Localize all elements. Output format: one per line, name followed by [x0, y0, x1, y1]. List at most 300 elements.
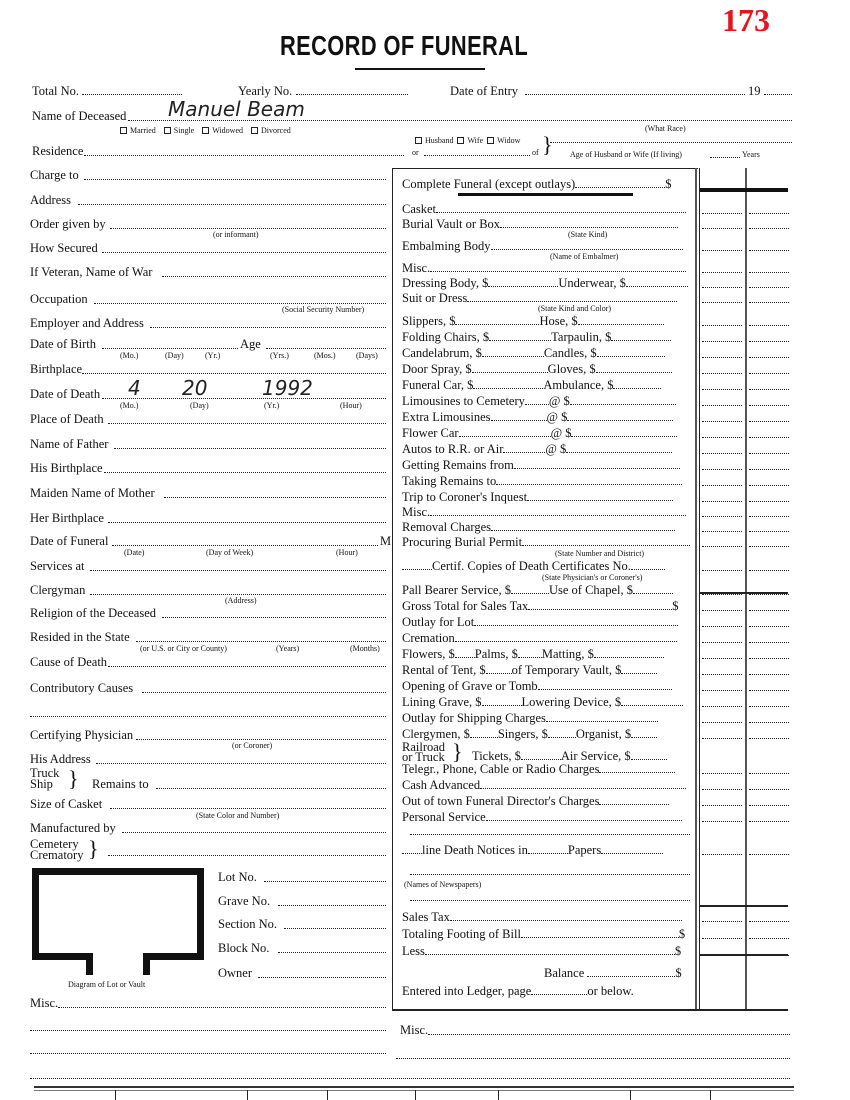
charge-label: Trip to Coroner's Inquest [402, 490, 528, 504]
charge-field[interactable] [546, 721, 658, 722]
amount-cents-field[interactable] [749, 469, 789, 470]
charge-label: Opening of Grave or Tomb [402, 679, 538, 693]
contributory-field[interactable] [142, 692, 386, 693]
balance-row [544, 966, 682, 980]
amount-cents-field[interactable] [749, 626, 789, 627]
charge-field[interactable] [488, 286, 558, 287]
amount-dollars-field[interactable] [702, 938, 742, 939]
amount-cents-field[interactable] [749, 594, 789, 595]
amount-cents-field[interactable] [749, 437, 789, 438]
brace-icon: } [88, 836, 99, 861]
charge-row-coroner-trip [402, 490, 673, 504]
checkbox-husband[interactable]: Husband [415, 136, 453, 145]
date-of-entry-field[interactable] [525, 94, 745, 95]
charge-label: Entered into Ledger, page [402, 984, 532, 998]
charge-field[interactable] [402, 569, 432, 570]
charge-label: Flowers, $ [402, 647, 455, 661]
charge-field[interactable] [596, 372, 672, 373]
charge-label: Tickets, $ [472, 749, 521, 763]
what-race-field[interactable] [550, 142, 792, 143]
amount-rule [700, 905, 788, 907]
father-field[interactable] [114, 448, 386, 449]
amount-cents-field[interactable] [749, 805, 789, 806]
birthplace-label: Birthplace [30, 362, 83, 376]
father-label: Name of Father [30, 437, 109, 451]
amount-dollars-field[interactable] [702, 610, 742, 611]
amount-dollars-field[interactable] [702, 373, 742, 374]
amount-dollars-field[interactable] [702, 437, 742, 438]
charge-label: Rental of Tent, $ [402, 663, 486, 677]
charge-field[interactable] [548, 737, 576, 738]
amount-cents-field[interactable] [749, 773, 789, 774]
charge-field[interactable] [522, 545, 690, 546]
amount-cents-field[interactable] [749, 373, 789, 374]
charge-to-field[interactable] [84, 179, 386, 180]
amount-cents-field[interactable] [749, 250, 789, 251]
bottom-rule [34, 1086, 794, 1088]
amount-cents-field[interactable] [749, 658, 789, 659]
amount-dollars-field[interactable] [702, 469, 742, 470]
charge-field[interactable] [521, 937, 679, 938]
lot-no-label: Lot No. [218, 870, 257, 884]
how-secured-field[interactable] [102, 252, 386, 253]
amount-cents-field[interactable] [749, 789, 789, 790]
her-birthplace-field[interactable] [108, 522, 386, 523]
charge-label: $ [665, 177, 672, 191]
charge-field[interactable] [472, 372, 548, 373]
or-text: or [412, 148, 419, 157]
amount-cents-field[interactable] [749, 325, 789, 326]
amount-dollars-field[interactable] [702, 854, 742, 855]
charge-to-label: Charge to [30, 168, 79, 182]
amount-dollars-field[interactable] [702, 250, 742, 251]
amount-cents-field[interactable] [749, 854, 789, 855]
charge-label: @ $ [548, 394, 570, 408]
bottom-misc-field-3[interactable] [30, 1078, 790, 1079]
spouse-of-field[interactable] [424, 155, 530, 156]
bottom-table-divider [710, 1090, 711, 1100]
birthplace-field[interactable] [82, 373, 386, 374]
charge-field[interactable] [491, 420, 547, 421]
amount-dollars-field[interactable] [702, 302, 742, 303]
amount-dollars-field[interactable] [702, 626, 742, 627]
newspaper-field[interactable] [410, 834, 690, 835]
charge-label: line Death Notices in [422, 843, 528, 857]
charge-label: Suit or Dress [402, 291, 468, 305]
charge-field[interactable] [503, 452, 545, 453]
date-of-death-field[interactable] [102, 398, 386, 399]
charge-field[interactable] [538, 689, 672, 690]
amount-dollars-field[interactable] [702, 821, 742, 822]
residence-field[interactable] [84, 155, 404, 156]
checkbox-single[interactable]: Single [164, 126, 194, 135]
bottom-table-divider [498, 1090, 499, 1100]
owner-field[interactable] [258, 977, 386, 978]
amount-dollars-field[interactable] [702, 773, 742, 774]
amount-cents-field[interactable] [749, 546, 789, 547]
charge-field[interactable] [518, 657, 542, 658]
charge-row-out-of-town-charges [402, 794, 669, 808]
charge-field[interactable] [482, 356, 544, 357]
charge-row-getting-remains [402, 458, 680, 472]
charge-label: Pall Bearer Service, $ [402, 583, 511, 597]
bottom-misc-field-2[interactable] [396, 1058, 790, 1059]
amount-dollars-field[interactable] [702, 658, 742, 659]
charge-field[interactable] [489, 340, 551, 341]
size-casket-field[interactable] [110, 808, 386, 809]
charge-row-opening-grave [402, 679, 672, 693]
amount-dollars-field[interactable] [702, 228, 742, 229]
amount-cents-field[interactable] [749, 706, 789, 707]
balance-field[interactable] [587, 976, 675, 977]
bottom-misc-field[interactable] [428, 1034, 790, 1035]
amount-cents-field[interactable] [749, 821, 789, 822]
brace-icon: } [452, 739, 463, 764]
misc-field-2[interactable] [30, 1030, 386, 1031]
dod-hour-caption: (Hour) [340, 401, 362, 410]
amount-cents-field[interactable] [749, 228, 789, 229]
amount-cents-field[interactable] [749, 405, 789, 406]
charge-label: Taking Remains to [402, 474, 497, 488]
charge-field[interactable] [599, 804, 669, 805]
charge-row-misc-2 [402, 505, 686, 519]
amount-cents-field[interactable] [749, 302, 789, 303]
charge-field[interactable] [570, 404, 676, 405]
newspaper-field[interactable] [410, 874, 690, 875]
charge-label: Gloves, $ [547, 362, 596, 376]
amount-cents-field[interactable] [749, 570, 789, 571]
amount-dollars-field[interactable] [702, 722, 742, 723]
charge-label: Slippers, $ [402, 314, 456, 328]
charge-field[interactable] [496, 484, 682, 485]
misc-field[interactable] [58, 1007, 386, 1008]
charge-field[interactable] [611, 340, 671, 341]
resided-field[interactable] [136, 641, 386, 642]
amount-cents-field[interactable] [749, 287, 789, 288]
checkbox-married[interactable]: Married [120, 126, 156, 135]
charge-label: Matting, $ [541, 647, 594, 661]
amount-cents-field[interactable] [749, 642, 789, 643]
charge-field[interactable] [601, 853, 663, 854]
cents-column-divider [745, 168, 747, 1010]
bottom-table-divider [115, 1090, 116, 1100]
year-prefix: 19 [748, 84, 761, 98]
amount-dollars-field[interactable] [702, 690, 742, 691]
occupation-field[interactable] [94, 303, 386, 304]
charge-row-flowers-palms-matting [402, 647, 664, 661]
charge-label: $ [672, 599, 679, 613]
date-of-birth-field[interactable] [102, 348, 238, 349]
charge-label: or below. [587, 984, 634, 998]
charge-label: Telegr., Phone, Cable or Radio Charges [402, 762, 600, 776]
date-of-death-label: Date of Death [30, 387, 101, 401]
manufactured-field[interactable] [122, 832, 386, 833]
mother-field[interactable] [164, 497, 386, 498]
charge-label: Funeral Car, $ [402, 378, 474, 392]
charge-field[interactable] [486, 820, 682, 821]
amount-dollars-field[interactable] [702, 706, 742, 707]
amount-cents-field[interactable] [749, 938, 789, 939]
of-text: of [532, 148, 539, 157]
amount-dollars-field[interactable] [702, 357, 742, 358]
amount-dollars-field[interactable] [702, 789, 742, 790]
funeral-weekday-caption: (Day of Week) [206, 548, 254, 557]
remains-to-field[interactable] [156, 788, 386, 789]
checkbox-divorced[interactable]: Divorced [251, 126, 291, 135]
section-no-field[interactable] [284, 928, 386, 929]
amount-cents-field[interactable] [749, 531, 789, 532]
charge-field[interactable] [430, 271, 686, 272]
charge-field[interactable] [480, 788, 686, 789]
charge-field[interactable] [633, 593, 673, 594]
resided-label: Resided in the State [30, 630, 130, 644]
amount-dollars-field[interactable] [702, 546, 742, 547]
grave-no-label: Grave No. [218, 894, 271, 908]
grave-no-field[interactable] [278, 905, 386, 906]
amount-cents-field[interactable] [749, 674, 789, 675]
misc-field-3[interactable] [30, 1053, 386, 1054]
amount-cents-field[interactable] [749, 453, 789, 454]
section-no-label: Section No. [218, 917, 278, 931]
charge-field[interactable] [575, 187, 665, 188]
amount-dollars-field[interactable] [702, 287, 742, 288]
death-day-value: 20 [182, 376, 208, 400]
charge-field[interactable] [571, 436, 677, 437]
amount-dollars-field[interactable] [702, 405, 742, 406]
charge-field[interactable] [531, 994, 587, 995]
charge-field[interactable] [631, 737, 657, 738]
amount-cents-field[interactable] [749, 341, 789, 342]
age-field[interactable] [266, 348, 386, 349]
charge-label: of Temporary Vault, $ [511, 663, 622, 677]
charge-label: Outlay for Shipping Charges [402, 711, 546, 725]
amount-cents-field[interactable] [749, 921, 789, 922]
checkbox-widowed[interactable]: Widowed [202, 126, 243, 135]
amount-dollars-field[interactable] [702, 738, 742, 739]
year-field[interactable] [764, 94, 792, 95]
charge-label: Air Service, $ [560, 749, 631, 763]
charge-field[interactable] [455, 641, 677, 642]
block-no-field[interactable] [278, 952, 386, 953]
charge-label: Extra Limousines [402, 410, 491, 424]
diagram-inner[interactable] [39, 875, 197, 953]
charge-label: Misc. [402, 261, 431, 275]
amount-dollars-field[interactable] [702, 501, 742, 502]
total-rule [700, 188, 788, 192]
age-years-caption: (Yrs.) [270, 351, 289, 360]
marital-status-group [120, 126, 291, 135]
yearly-no-field[interactable] [296, 94, 408, 95]
charge-field[interactable] [528, 853, 568, 854]
charge-label: $ [674, 944, 682, 958]
physician-field[interactable] [136, 739, 386, 740]
charge-field[interactable] [482, 705, 522, 706]
lot-no-field[interactable] [264, 881, 386, 882]
amount-dollars-field[interactable] [702, 325, 742, 326]
amount-cents-field[interactable] [749, 389, 789, 390]
amount-dollars-field[interactable] [702, 272, 742, 273]
amount-cents-field[interactable] [749, 421, 789, 422]
amount-column-divider [695, 168, 697, 1010]
charge-row-outlay-lot [402, 615, 678, 629]
amount-dollars-field[interactable] [702, 642, 742, 643]
truck-ship-label: Truck Ship [30, 766, 60, 791]
amount-dollars-field[interactable] [702, 805, 742, 806]
amount-cents-field[interactable] [749, 516, 789, 517]
charge-row-gross-total [402, 599, 679, 613]
amount-cents-field[interactable] [749, 690, 789, 691]
clergyman-field[interactable] [90, 594, 386, 595]
dob-year-caption: (Yr.) [205, 351, 221, 360]
religion-label: Religion of the Deceased [30, 606, 156, 620]
amount-dollars-field[interactable] [702, 213, 742, 214]
amount-dollars-field[interactable] [702, 921, 742, 922]
charge-label: Palms, $ [474, 647, 518, 661]
amount-dollars-field[interactable] [702, 341, 742, 342]
amount-cents-field[interactable] [749, 501, 789, 502]
misc-label: Misc. [30, 996, 59, 1010]
what-race-caption: (What Race) [645, 124, 686, 133]
charge-field[interactable] [511, 593, 549, 594]
age-label: Age [240, 337, 261, 351]
diagram-post-left [86, 953, 93, 975]
charge-field[interactable] [459, 436, 551, 437]
amount-dollars-field[interactable] [702, 389, 742, 390]
charge-field[interactable] [599, 772, 675, 773]
age-spouse-label: Age of Husband or Wife (If living) [570, 150, 682, 159]
charge-field[interactable] [455, 657, 475, 658]
charge-row-funeral-car [402, 378, 661, 392]
amount-cents-field[interactable] [749, 738, 789, 739]
charge-field[interactable] [474, 625, 678, 626]
dod-year-caption: (Yr.) [264, 401, 280, 410]
bottom-table-divider [247, 1090, 248, 1100]
charge-label: Embalming Body [402, 239, 491, 253]
charge-row-removal-charges [402, 520, 675, 534]
cause-of-death-field[interactable] [108, 666, 386, 667]
charge-label: Getting Remains from [402, 458, 514, 472]
yearly-no-label: Yearly No. [238, 84, 293, 98]
charge-field[interactable] [527, 500, 673, 501]
his-address-field[interactable] [96, 763, 386, 764]
charge-field[interactable] [455, 324, 539, 325]
newspaper-field[interactable] [410, 900, 690, 901]
amount-cents-field[interactable] [749, 357, 789, 358]
amount-dollars-field[interactable] [702, 531, 742, 532]
charge-label: @ $ [550, 426, 572, 440]
amount-cents-field[interactable] [749, 485, 789, 486]
charge-field[interactable] [514, 468, 680, 469]
bottom-rule-2 [34, 1090, 794, 1091]
bottom-table-divider [415, 1090, 416, 1100]
charge-field[interactable] [467, 301, 677, 302]
charge-field[interactable] [491, 249, 683, 250]
date-of-funeral-field[interactable] [112, 545, 378, 546]
charge-field[interactable] [470, 737, 498, 738]
services-at-field[interactable] [90, 570, 386, 571]
amount-dollars-field[interactable] [702, 674, 742, 675]
charge-row-complete-funeral [402, 177, 671, 191]
veteran-field[interactable] [162, 276, 386, 277]
charge-field[interactable] [425, 954, 675, 955]
charge-field[interactable] [621, 673, 657, 674]
charge-field[interactable] [567, 420, 673, 421]
charge-field[interactable] [473, 388, 543, 389]
charge-field[interactable] [521, 759, 561, 760]
cemetery-field[interactable] [108, 855, 386, 856]
age-spouse-field[interactable] [710, 157, 740, 158]
charge-field[interactable] [528, 609, 672, 610]
charge-field[interactable] [594, 657, 664, 658]
charge-field[interactable] [525, 404, 549, 405]
charge-field[interactable] [450, 920, 682, 921]
charge-label: Organist, $ [575, 727, 632, 741]
charge-field[interactable] [402, 853, 422, 854]
charge-label: Tarpaulin, $ [551, 330, 612, 344]
his-birthplace-field[interactable] [104, 472, 386, 473]
charge-field[interactable] [578, 324, 664, 325]
charge-caption: (State Kind) [568, 230, 608, 239]
charge-field[interactable] [631, 759, 667, 760]
charge-row-ledger-entry [402, 984, 634, 998]
charge-field[interactable] [566, 452, 672, 453]
charge-field[interactable] [613, 388, 661, 389]
charge-field[interactable] [500, 227, 678, 228]
amount-cents-field[interactable] [749, 213, 789, 214]
religion-field[interactable] [162, 617, 386, 618]
order-given-by-field[interactable] [110, 228, 386, 229]
charge-field[interactable] [436, 212, 686, 213]
amount-dollars-field[interactable] [702, 570, 742, 571]
charge-field[interactable] [491, 530, 675, 531]
charge-row-personal-service [402, 810, 682, 824]
amount-dollars-field[interactable] [702, 421, 742, 422]
charge-label: Underwear, $ [558, 276, 626, 290]
charge-row-suit-dress [402, 291, 677, 305]
address-field[interactable] [78, 204, 386, 205]
total-no-field[interactable] [82, 94, 182, 95]
amount-cents-field[interactable] [749, 610, 789, 611]
block-no-label: Block No. [218, 941, 270, 955]
checkbox-widow[interactable]: Widow [487, 136, 520, 145]
amount-cents-field[interactable] [749, 272, 789, 273]
checkbox-wife[interactable]: Wife [457, 136, 483, 145]
amount-dollars-field[interactable] [702, 594, 742, 595]
amount-dollars-field[interactable] [702, 453, 742, 454]
charge-field[interactable] [430, 515, 686, 516]
charge-row-door-spray-gloves [402, 362, 672, 376]
charge-field[interactable] [621, 705, 683, 706]
amount-cents-field[interactable] [749, 722, 789, 723]
state-color-caption: (State Color and Number) [196, 811, 280, 820]
box-bottom-rule [392, 1009, 788, 1011]
charge-field[interactable] [631, 569, 665, 570]
place-of-death-field[interactable] [108, 423, 386, 424]
diagram-wall-left [32, 953, 92, 960]
charge-field[interactable] [486, 673, 512, 674]
charge-label: Hose, $ [539, 314, 578, 328]
contributory-field-2[interactable] [30, 716, 386, 717]
charge-row-shipping-charges [402, 711, 658, 725]
clergyman-label: Clergyman [30, 583, 86, 597]
charge-label: Out of town Funeral Director's Charges [402, 794, 600, 808]
dollar-sign: $ [675, 966, 682, 980]
charge-field[interactable] [597, 356, 665, 357]
employer-field[interactable] [150, 327, 386, 328]
amount-dollars-field[interactable] [702, 516, 742, 517]
amount-dollars-field[interactable] [702, 485, 742, 486]
charge-field[interactable] [626, 286, 688, 287]
